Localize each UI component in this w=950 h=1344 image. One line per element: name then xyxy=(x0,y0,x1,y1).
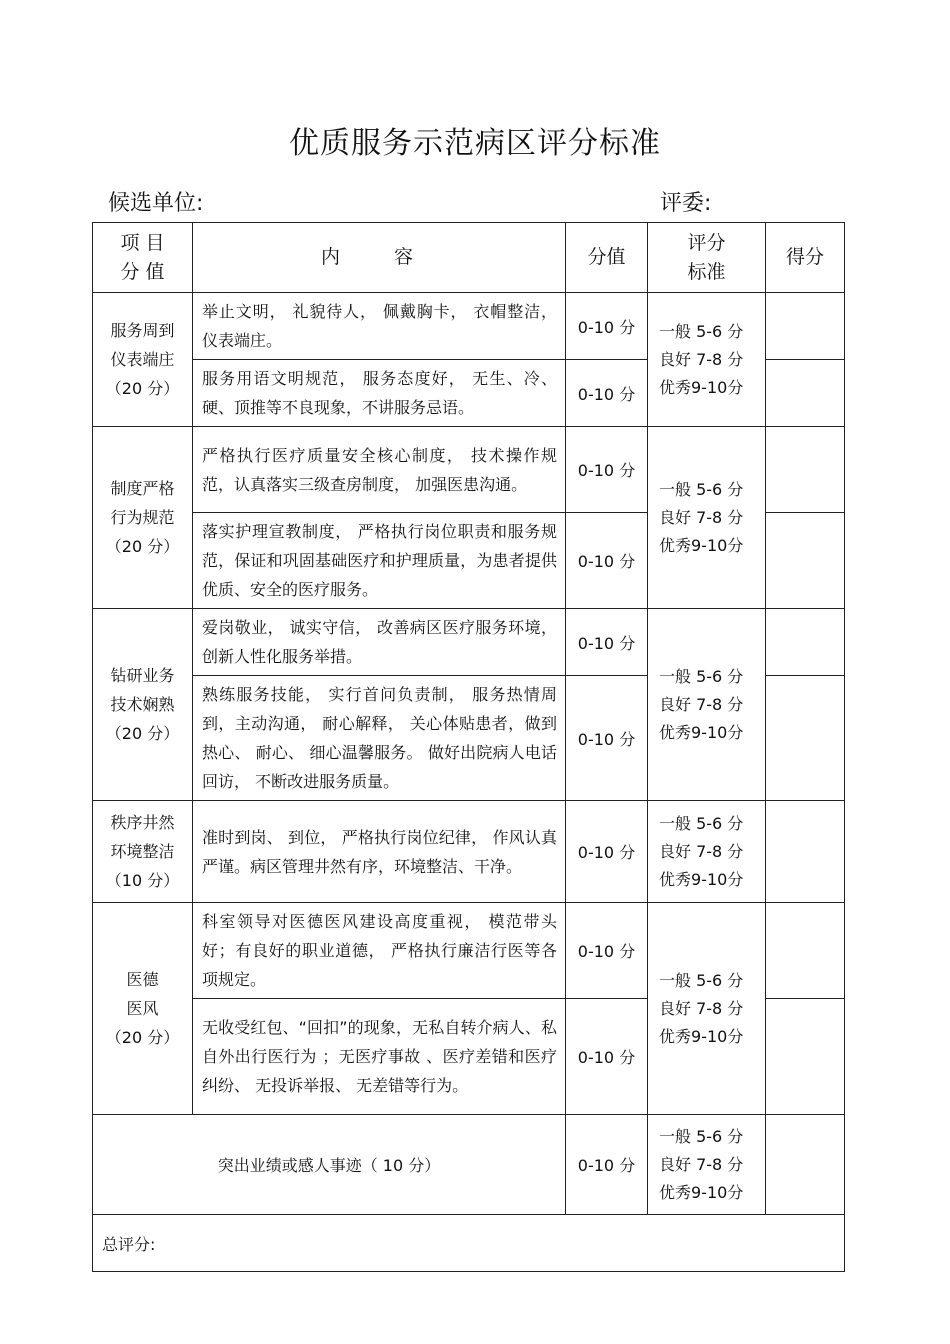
standard-cell: 一般 5-6 分 良好 7-8 分 优秀9-10分 xyxy=(648,609,766,801)
content-cell: 无收受红包、“回扣”的现象，无私自转介病人、私自外出行医行为 ；无医疗事故 、医疗差错和医疗纠纷、 无投诉举报、 无差错等行为。 xyxy=(193,999,566,1115)
header-standard: 评分 标准 xyxy=(648,223,766,293)
standard-cell: 一般 5-6 分 良好 7-8 分 优秀9-10分 xyxy=(648,427,766,609)
content-cell: 熟练服务技能， 实行首问负责制， 服务热情周到，主动沟通， 耐心解释， 关心体贴患者，做到热心、 耐心、 细心温馨服务。 做好出院病人电话回访， 不断改进服务质量。 xyxy=(193,676,566,801)
header-result: 得分 xyxy=(766,223,845,293)
score-cell: 0-10 分 xyxy=(566,360,648,427)
result-cell[interactable] xyxy=(766,999,845,1115)
table-row xyxy=(93,427,845,513)
project-cell: 制度严格 行为规范 （20 分） xyxy=(93,427,193,609)
score-cell: 0-10 分 xyxy=(566,999,648,1115)
scoring-table xyxy=(92,222,845,1272)
result-cell[interactable] xyxy=(766,1115,845,1215)
result-cell[interactable] xyxy=(766,676,845,801)
score-cell: 0-10 分 xyxy=(566,676,648,801)
result-cell[interactable] xyxy=(766,609,845,676)
content-cell: 严格执行医疗质量安全核心制度， 技术操作规范，认真落实三级查房制度， 加强医患沟通。 xyxy=(193,427,566,513)
total-score-cell[interactable]: 总评分: xyxy=(93,1215,845,1272)
score-cell: 0-10 分 xyxy=(566,1115,648,1215)
result-cell[interactable] xyxy=(766,513,845,609)
score-cell: 0-10 分 xyxy=(566,513,648,609)
score-cell: 0-10 分 xyxy=(566,293,648,360)
content-cell: 举止文明， 礼貌待人， 佩戴胸卡， 衣帽整洁， 仪表端庄。 xyxy=(193,293,566,360)
special-achievement-cell: 突出业绩或感人事迹（ 10 分） xyxy=(93,1115,566,1215)
content-cell: 爱岗敬业， 诚实守信， 改善病区医疗服务环境，创新人性化服务举措。 xyxy=(193,609,566,676)
project-cell: 医德 医风 （20 分） xyxy=(93,903,193,1115)
score-cell: 0-10 分 xyxy=(566,609,648,676)
content-cell: 落实护理宣教制度， 严格执行岗位职责和服务规范，保证和巩固基础医疗和护理质量，为患者提供优质、安全的医疗服务。 xyxy=(193,513,566,609)
project-cell: 钻研业务 技术娴熟 （20 分） xyxy=(93,609,193,801)
result-cell[interactable] xyxy=(766,903,845,999)
table-row xyxy=(93,609,845,676)
standard-cell: 一般 5-6 分 良好 7-8 分 优秀9-10分 xyxy=(648,903,766,1115)
candidate-unit-label: 候选单位: xyxy=(108,191,204,216)
score-cell: 0-10 分 xyxy=(566,903,648,999)
result-cell[interactable] xyxy=(766,801,845,903)
header-project: 项 目 分 值 xyxy=(93,223,193,293)
content-cell: 科室领导对医德医风建设高度重视， 模范带头好；有良好的职业道德， 严格执行廉洁行医等各项规定。 xyxy=(193,903,566,999)
table-row xyxy=(93,1115,845,1215)
content-cell: 服务用语文明规范， 服务态度好， 无生、冷、硬、顶推等不良现象，不讲服务忌语。 xyxy=(193,360,566,427)
total-row xyxy=(93,1215,845,1272)
standard-cell: 一般 5-6 分 良好 7-8 分 优秀9-10分 xyxy=(648,1115,766,1215)
header-content: 内 容 xyxy=(193,223,566,293)
project-cell: 服务周到 仪表端庄 （20 分） xyxy=(93,293,193,427)
judge-label: 评委: xyxy=(660,191,712,216)
project-cell: 秩序井然 环境整洁 （10 分） xyxy=(93,801,193,903)
page-title: 优质服务示范病区评分标准 xyxy=(289,126,661,161)
table-row xyxy=(93,903,845,999)
result-cell[interactable] xyxy=(766,360,845,427)
result-cell[interactable] xyxy=(766,293,845,360)
table-row xyxy=(93,293,845,360)
standard-cell: 一般 5-6 分 良好 7-8 分 优秀9-10分 xyxy=(648,293,766,427)
content-cell: 准时到岗、 到位， 严格执行岗位纪律， 作风认真严谨。病区管理井然有序，环境整洁、干净。 xyxy=(193,801,566,903)
table-row xyxy=(93,801,845,903)
result-cell[interactable] xyxy=(766,427,845,513)
score-cell: 0-10 分 xyxy=(566,801,648,903)
header-score: 分值 xyxy=(566,223,648,293)
table-header-row xyxy=(93,223,845,293)
standard-cell: 一般 5-6 分 良好 7-8 分 优秀9-10分 xyxy=(648,801,766,903)
score-cell: 0-10 分 xyxy=(566,427,648,513)
